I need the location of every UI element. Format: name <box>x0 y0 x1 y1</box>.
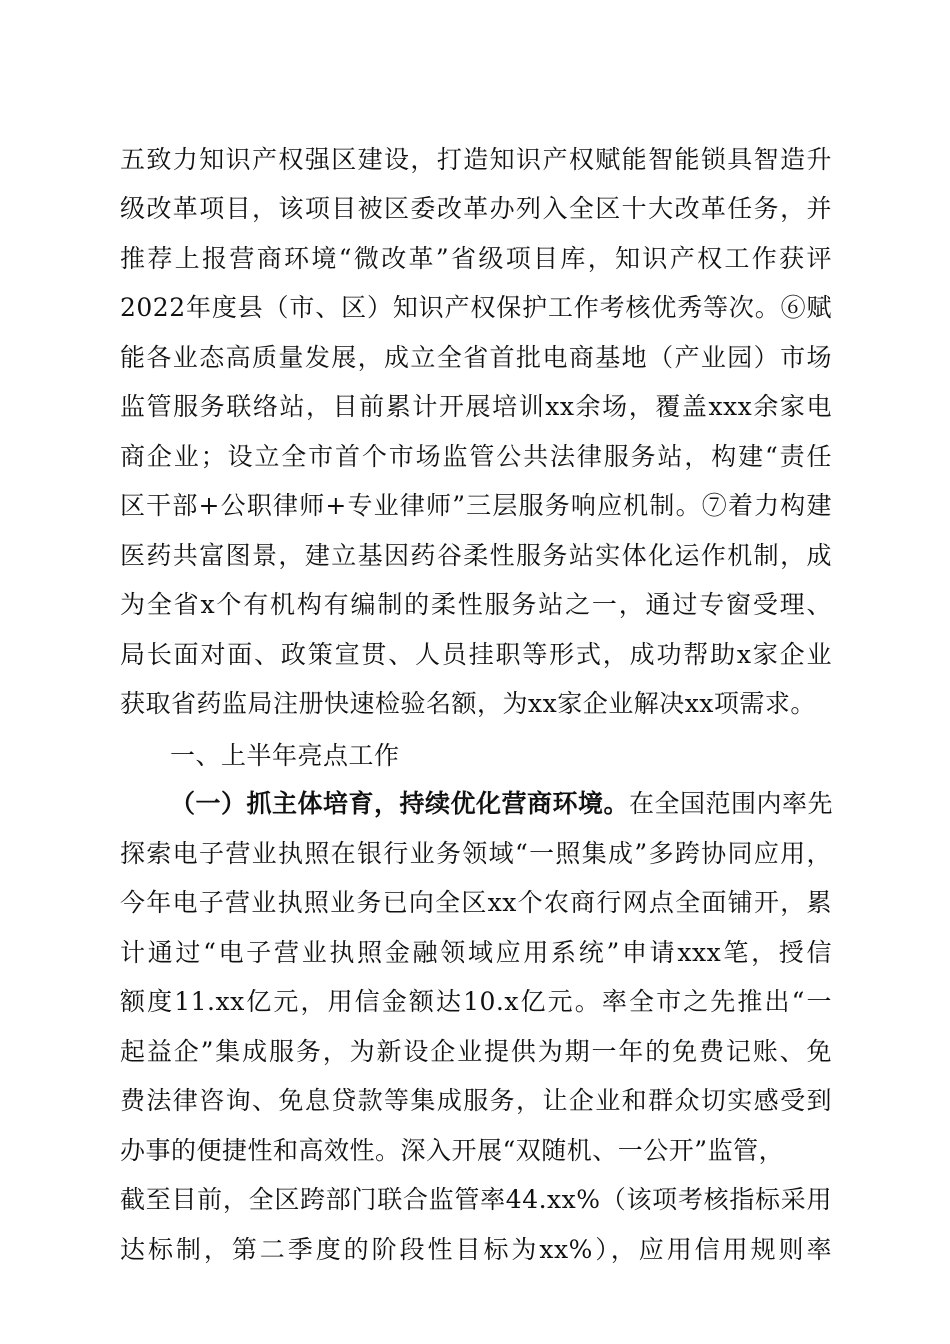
paragraph-first-line <box>170 784 832 824</box>
paragraph-line: 费法律咨询、免息贷款等集成服务，让企业和群众切实感受到 <box>120 1086 832 1115</box>
paragraph-line: 商企业；设立全市首个市场监管公共法律服务站，构建“责任 <box>120 442 832 471</box>
section-heading: 一、上半年亮点工作 <box>170 741 400 770</box>
paragraph-line: 2022年度县（市、区）知识产权保护工作考核优秀等次。⑥赋 <box>120 293 832 322</box>
paragraph-line: 计通过“电子营业执照金融领域应用系统”申请xxx笔，授信 <box>120 938 832 967</box>
paragraph-line: 五致力知识产权强区建设，打造知识产权赋能智能锁具智造升 <box>120 145 832 174</box>
paragraph-line: 局长面对面、政策宣贯、人员挂职等形式，成功帮助x家企业 <box>120 640 832 669</box>
paragraph-line: 监管服务联络站，目前累计开展培训xx余场，覆盖xxx余家电 <box>120 392 832 421</box>
paragraph-line: 起益企”集成服务，为新设企业提供为期一年的免费记账、免 <box>120 1037 832 1066</box>
paragraph-line: 办事的便捷性和高效性。深入开展“双随机、一公开”监管， <box>120 1136 785 1165</box>
paragraph-line: 额度11.xx亿元，用信金额达10.x亿元。率全市之先推出“一 <box>120 987 832 1016</box>
paragraph-line: 为全省x个有机构有编制的柔性服务站之一，通过专窗受理、 <box>120 590 832 619</box>
paragraph-line: 获取省药监局注册快速检验名额，为xx家企业解决xx项需求。 <box>120 689 816 718</box>
paragraph-line: 截至目前，全区跨部门联合监管率44.xx%（该项考核指标采用 <box>120 1185 832 1214</box>
paragraph-line: 能各业态高质量发展，成立全省首批电商基地（产业园）市场 <box>120 343 832 372</box>
paragraph-line: 达标制，第二季度的阶段性目标为xx%），应用信用规则率 <box>120 1235 832 1264</box>
paragraph-line-rest: 在全国范围内率先 <box>629 789 834 818</box>
paragraph-line: 今年电子营业执照业务已向全区xx个农商行网点全面铺开，累 <box>120 888 832 917</box>
paragraph-line: 医药共富图景，建立基因药谷柔性服务站实体化运作机制，成 <box>120 541 832 570</box>
paragraph-line: 推荐上报营商环境“微改革”省级项目库，知识产权工作获评 <box>120 244 832 273</box>
subsection-lead: （一）抓主体培育，持续优化营商环境。 <box>170 789 630 818</box>
paragraph-line: 探索电子营业执照在银行业务领域“一照集成”多跨协同应用， <box>120 839 832 868</box>
paragraph-line: 区干部+公职律师+专业律师”三层服务响应机制。⑦着力构建 <box>120 491 832 520</box>
paragraph-line: 级改革项目，该项目被区委改革办列入全区十大改革任务，并 <box>120 194 832 223</box>
